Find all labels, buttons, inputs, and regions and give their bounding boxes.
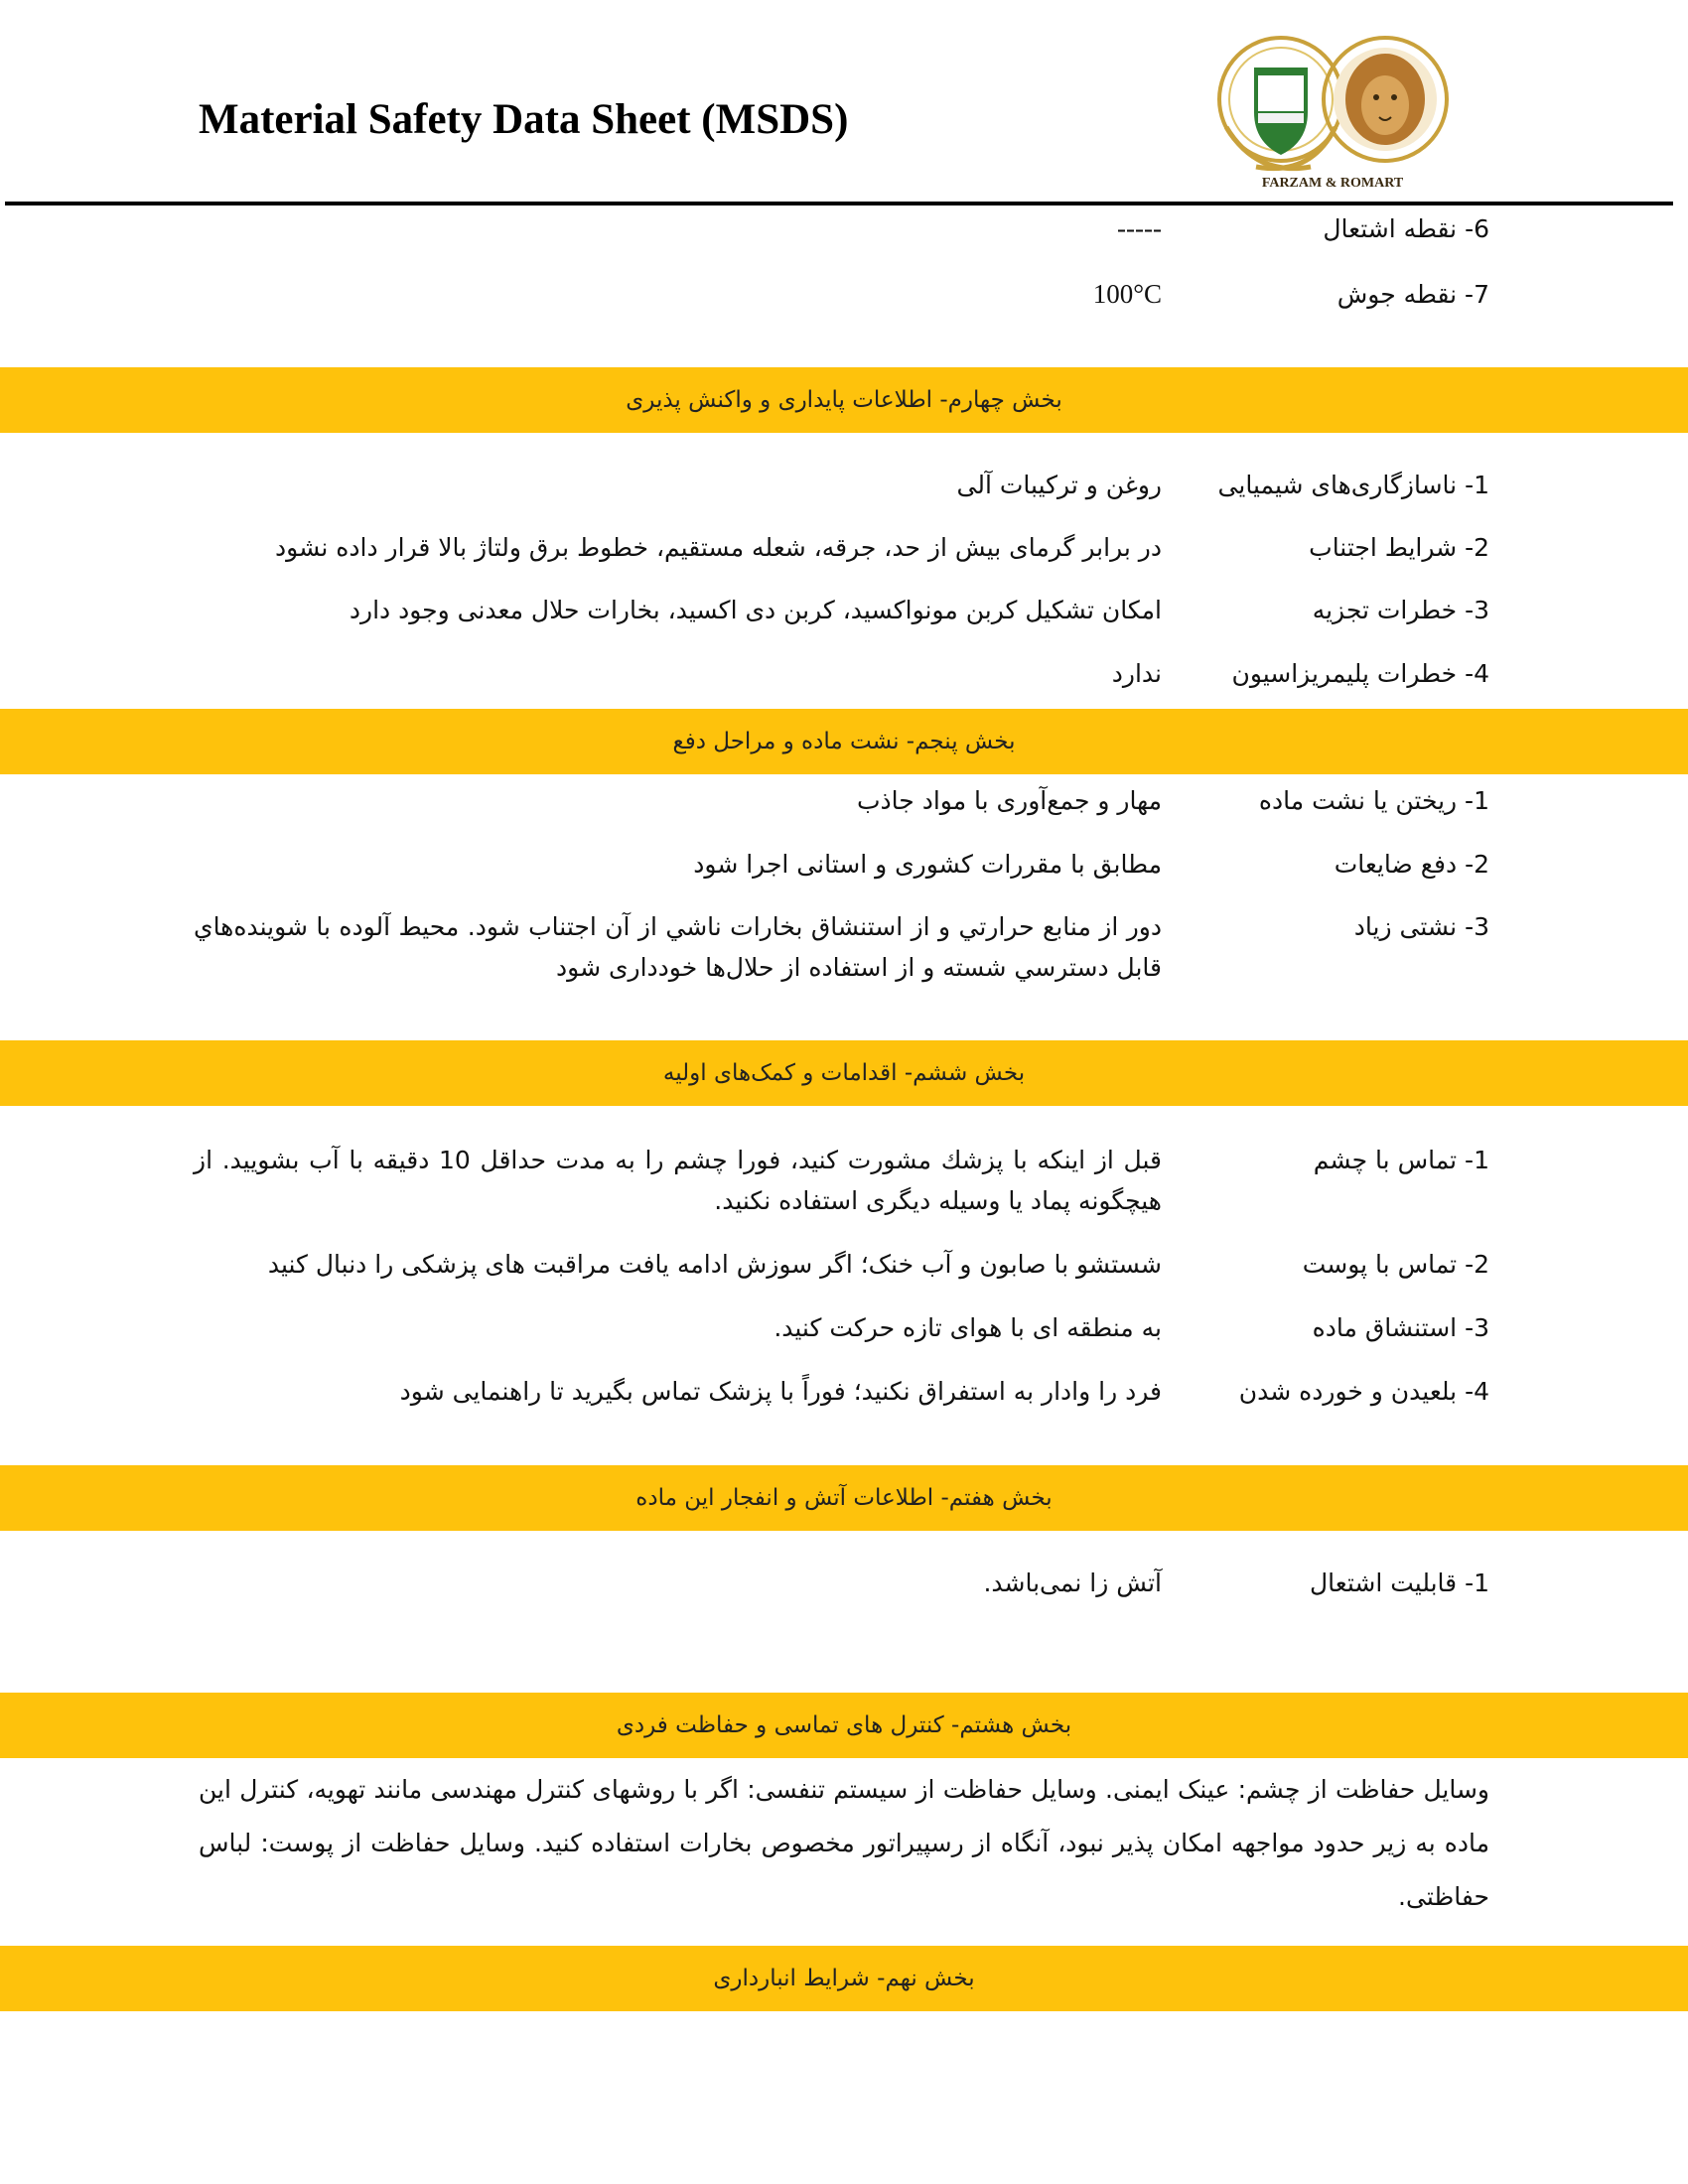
property-label: 2- تماس با پوست: [1302, 1250, 1489, 1279]
ppe-paragraph: وسایل حفاظت از چشم: عینک ایمنی. وسایل حفاظت از سیستم تنفسی: اگر با روشهای کنترل مهندسی مانند تهویه، کنترل این ماده به زیر حدود مواجهه امکان پذیر نبود، آنگاه از رسپیراتور مخصوص بخارات استفاده کنید. وسایل حفاظت از پوست: لباس حفاظتی.: [199, 1775, 1489, 1911]
property-value: 100°C: [1092, 279, 1162, 309]
property-value: مطابق با مقررات کشوری و استانی اجرا شود: [693, 850, 1162, 879]
section-title: بخش نهم- شرایط انبارداری: [713, 1966, 975, 1991]
section-title: بخش هفتم- اطلاعات آتش و انفجار این ماده: [635, 1485, 1053, 1511]
logo-caption: FARZAM & ROMART: [1261, 176, 1404, 191]
property-value: به منطقه ای با هوای تازه حرکت کنید.: [774, 1313, 1162, 1342]
property-label: 1- ریختن یا نشت ماده: [1258, 786, 1489, 815]
section-header: [0, 1040, 1688, 1106]
property-value: در برابر گرمای بیش از حد، جرقه، شعله مستقیم، خطوط برق ولتاژ بالا قرار داده نشود: [275, 533, 1162, 562]
property-label: 3- نشتی زیاد: [1353, 912, 1489, 941]
section-header: [0, 1465, 1688, 1531]
property-label: 4- بلعیدن و خورده شدن: [1238, 1377, 1489, 1406]
section-title: بخش پنجم- نشت ماده و مراحل دفع: [672, 729, 1016, 754]
section-header: [0, 367, 1688, 433]
property-label: 7- نقطه جوش: [1336, 280, 1489, 309]
property-label: 3- استنشاق ماده: [1312, 1313, 1489, 1342]
property-label: 3- خطرات تجزیه: [1312, 596, 1489, 624]
section-title: بخش ششم- اقدامات و کمک‌های اولیه: [662, 1060, 1026, 1086]
header-divider: [5, 202, 1673, 205]
property-value: آتش زا نمی‌باشد.: [983, 1569, 1162, 1597]
property-value: دور از منابع حرارتي و از استنشاق بخارات ناشي از آن اجتناب شود. محیط آلوده با شوینده‌هاي قابل دسترسي شسته و از استفاده از حلال‌ها خودداری شود: [194, 912, 1162, 982]
property-label: 1- ناسازگاری‌های شیمیایی: [1217, 471, 1489, 499]
property-value: مهار و جمع‌آوری با مواد جاذب: [857, 786, 1162, 815]
property-value: شستشو با صابون و آب خنک؛ اگر سوزش ادامه یافت مراقبت های پزشکی را دنبال کنید: [267, 1250, 1162, 1279]
property-label: 1- قابلیت اشتعال: [1310, 1569, 1489, 1597]
section-header: [0, 1693, 1688, 1758]
section-header: [0, 1946, 1688, 2011]
property-value: ندارد: [1111, 659, 1162, 688]
section-title: بخش هشتم- کنترل های تماسی و حفاظت فردی: [616, 1712, 1072, 1738]
company-logo: [1196, 18, 1465, 197]
property-value: -----: [1117, 213, 1162, 243]
property-value: امکان تشکیل کربن مونواکسید، کربن دی اکسید، بخارات حلال معدنی وجود دارد: [349, 596, 1162, 624]
property-label: 4- خطرات پلیمریزاسیون: [1231, 659, 1489, 688]
section-title: بخش چهارم- اطلاعات پایداری و واکنش پذیری: [626, 387, 1062, 413]
property-value: فرد را وادار به استفراق نکنید؛ فوراً با پزشک تماس بگیرید تا راهنمایی شود: [399, 1377, 1162, 1406]
document-title: Material Safety Data Sheet (MSDS): [199, 96, 849, 143]
property-value: قبل از اینکه با پزشك مشورت كنيد، فورا چشم را به مدت حداقل 10 دقیقه با آب بشوييد. از هيچگونه پماد يا وسيله ديگرى استفاده نكنيد.: [194, 1146, 1162, 1215]
property-label: 6- نقطه اشتعال: [1323, 214, 1489, 243]
property-label: 2- شرایط اجتناب: [1309, 533, 1489, 562]
section-header: [0, 709, 1688, 774]
property-value: روغن و ترکیبات آلی: [956, 471, 1162, 499]
property-label: 1- تماس با چشم: [1313, 1146, 1489, 1174]
property-label: 2- دفع ضایعات: [1334, 850, 1489, 879]
